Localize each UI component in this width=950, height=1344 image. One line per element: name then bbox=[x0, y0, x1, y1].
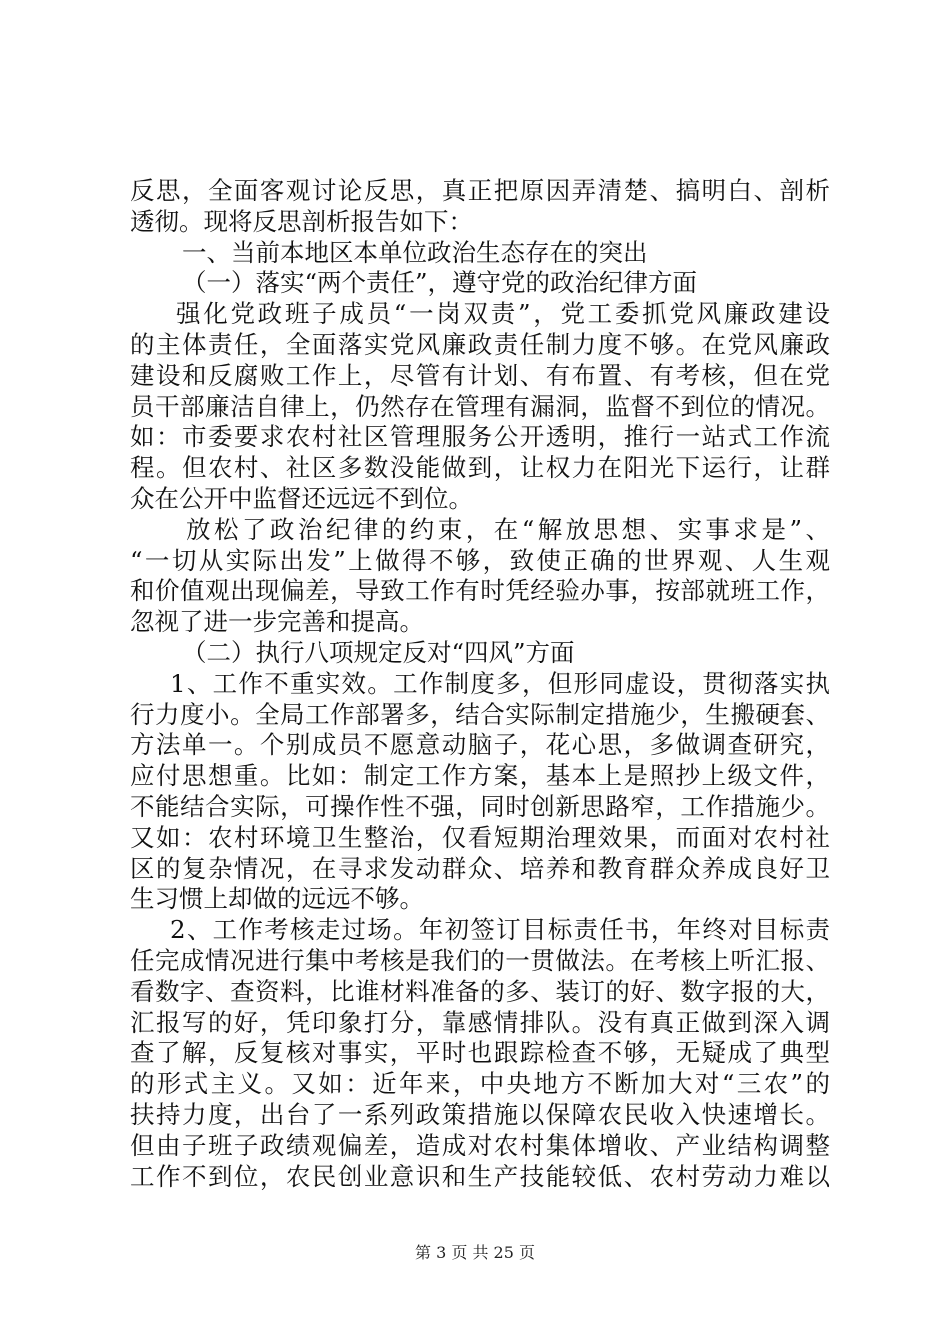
subsection-heading: （一）落实“两个责任”，遵守党的政治纪律方面 bbox=[182, 268, 698, 298]
body-line: 众在公开中监督还远远不到位。 bbox=[130, 483, 473, 513]
body-line: 应付思想重。比如：制定工作方案，基本上是照抄上级文件， bbox=[130, 761, 830, 791]
subsection-heading: （二）执行八项规定反对“四风”方面 bbox=[182, 637, 575, 667]
body-line: 放松了政治纪律的约束，在“解放思想、实事求是”、 bbox=[186, 514, 830, 544]
body-line: 的主体责任，全面落实党风廉政责任制力度不够。在党风廉政 bbox=[130, 329, 830, 359]
body-line: 区的复杂情况，在寻求发动群众、培养和教育群众养成良好卫 bbox=[130, 853, 830, 883]
document-body bbox=[130, 176, 830, 1192]
body-line: 不能结合实际，可操作性不强，同时创新思路窄，工作措施少。 bbox=[130, 791, 830, 821]
body-line: 建设和反腐败工作上，尽管有计划、有布置、有考核，但在党 bbox=[130, 360, 830, 390]
body-line: 忽视了进一步完善和提高。 bbox=[130, 607, 424, 637]
body-line: 和价值观出现偏差，导致工作有时凭经验办事，按部就班工作， bbox=[130, 576, 830, 606]
body-line: 但由子班子政绩观偏差，造成对农村集体增收、产业结构调整 bbox=[130, 1130, 830, 1160]
body-line: “一切从实际出发”上做得不够，致使正确的世界观、人生观 bbox=[130, 545, 830, 575]
body-line: 扶持力度，出台了一系列政策措施以保障农民收入快速增长。 bbox=[130, 1099, 830, 1129]
body-line: 2、工作考核走过场。年初签订目标责任书，年终对目标责 bbox=[170, 915, 830, 945]
body-line: 透彻。现将反思剖析报告如下： bbox=[130, 206, 473, 236]
body-line: 反思，全面客观讨论反思，真正把原因弄清楚、搞明白、剖析 bbox=[130, 176, 830, 205]
body-line: 汇报写的好，凭印象打分，靠感情排队。没有真正做到深入调 bbox=[130, 1007, 830, 1037]
body-line: 的形式主义。又如：近年来，中央地方不断加大对“三农”的 bbox=[130, 1069, 830, 1099]
page-footer bbox=[0, 1240, 950, 1263]
body-line: 程。但农村、社区多数没能做到，让权力在阳光下运行，让群 bbox=[130, 453, 830, 483]
body-line: 看数字、查资料，比谁材料准备的多、装订的好、数字报的大， bbox=[130, 976, 830, 1006]
body-line: 如：市委要求农村社区管理服务公开透明，推行一站式工作流 bbox=[130, 422, 830, 452]
body-line: 查了解，反复核对事实，平时也跟踪检查不够，无疑成了典型 bbox=[130, 1038, 830, 1068]
body-line: 生习惯上却做的远远不够。 bbox=[130, 884, 424, 914]
body-line: 行力度小。全局工作部署多，结合实际制定措施少，生搬硬套、 bbox=[130, 699, 830, 729]
body-line: 员干部廉洁自律上，仍然存在管理有漏洞，监督不到位的情况。 bbox=[130, 391, 830, 421]
body-line: 强化党政班子成员“一岗双责”，党工委抓党风廉政建设 bbox=[176, 299, 830, 329]
body-line: 方法单一。个别成员不愿意动脑子，花心思，多做调查研究， bbox=[130, 730, 830, 760]
body-line: 1、工作不重实效。工作制度多，但形同虚设，贯彻落实执 bbox=[170, 668, 830, 698]
section-heading: 一、当前本地区本单位政治生态存在的突出 bbox=[182, 237, 648, 267]
body-line: 又如：农村环境卫生整治，仅看短期治理效果，而面对农村社 bbox=[130, 822, 830, 852]
body-line: 工作不到位，农民创业意识和生产技能较低、农村劳动力难以 bbox=[130, 1161, 830, 1191]
page-number-label: 第 3 页 共 25 页 bbox=[415, 1243, 535, 1262]
body-line: 任完成情况进行集中考核是我们的一贯做法。在考核上听汇报、 bbox=[130, 945, 830, 975]
